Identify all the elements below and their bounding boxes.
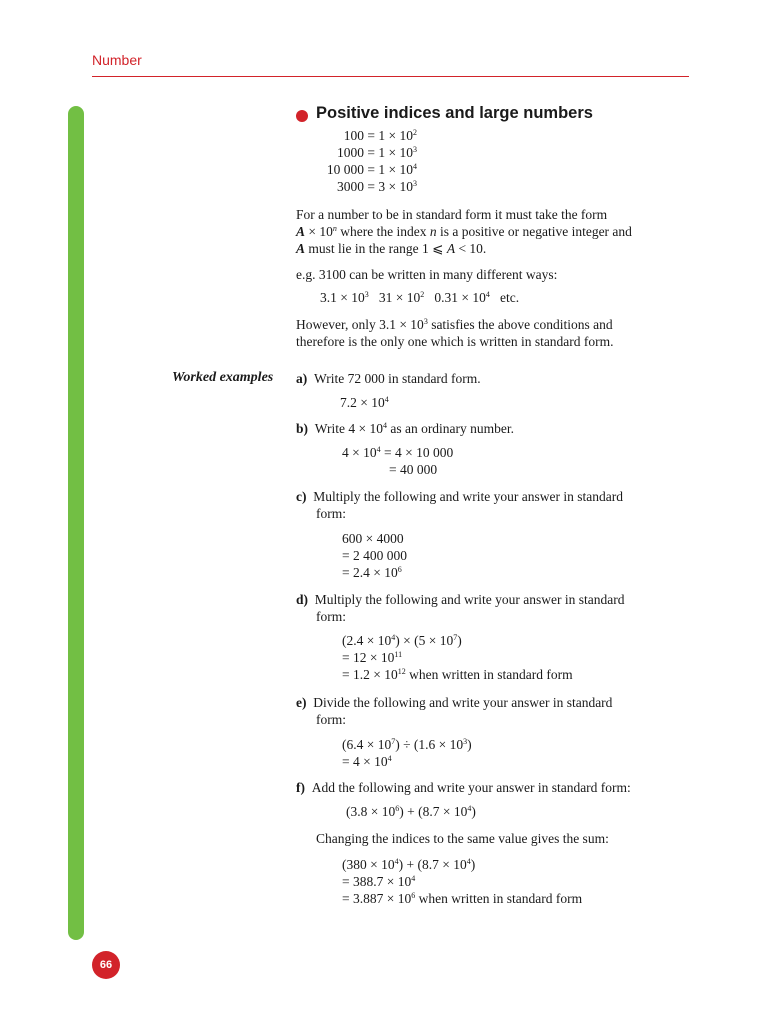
example-a-answer: $7.2 \times 10^4$ (340, 395, 389, 410)
equation-row: $1000 = 1 \times 10^3$ (337, 145, 417, 160)
example-e-working: $(6.4 \times 10^7) \div (1.6 \times 10^3)$ = $4 \times 10^4$ (342, 737, 472, 769)
equation-row: $3000 = 3 \times 10^3$ (337, 179, 417, 194)
section-title: Positive indices and large numbers (316, 104, 593, 122)
equation-list (312, 127, 417, 195)
section-bullet-icon (296, 110, 308, 122)
example-forms: $3.1 \times 10^3$ $31 \times 10^2$ $0.31 \times 10^4$ etc. (320, 290, 520, 305)
sidebar-color-bar (68, 106, 84, 940)
equation-row: $100 = 1 \times 10^2$ (343, 128, 417, 143)
conclusion-paragraph: However, only $3.1 \times 10^3$ satisfies the above conditions and therefore is the only one which is written in standard form. (296, 317, 614, 349)
example-d-question: d) Multiply the following and write your answer in standard form: (296, 592, 625, 624)
example-a-question: a) Write 72 000 in standard form. (296, 371, 481, 386)
example-c-working: 600 × 4000 = 2 400 000 = $2.4 \times 10^6$ (342, 531, 407, 580)
page-number-badge: 66 (92, 951, 120, 979)
header-rule (92, 76, 689, 77)
example-f-explanation: Changing the indices to the same value gives the sum: (316, 831, 609, 846)
equation-row: 10 $000 = 1 \times 10^4$ (326, 162, 417, 177)
example-f-expression: $(3.8 \times 10^6) + (8.7 \times 10^4)$ (346, 804, 476, 819)
example-b-working: $4 \times 10^4 = 4 \times 10$ 000 = 40 000 (342, 445, 454, 477)
example-c-question: c) Multiply the following and write your answer in standard form: (296, 489, 623, 521)
example-e-question: e) Divide the following and write your answer in standard form: (296, 695, 613, 727)
example-b-question: b) Write $4 \times 10^4$ as an ordinary number. (296, 421, 515, 436)
definition-paragraph: For a number to be in standard form it must take the form $A \times 10^n$ where the index n is a positive or negative integer and A must lie in the range 1 ⩽ A < 10. (296, 207, 632, 256)
example-d-working: $(2.4 \times 10^4) \times (5 \times 10^7)$ = $12 \times 10^{11}$ = $1.2 \times 10^{12}$ when written in standard form (342, 633, 573, 682)
example-intro: e.g. 3100 can be written in many different ways: (296, 267, 558, 282)
chapter-header: Number (92, 52, 142, 68)
example-f-question: f) Add the following and write your answer in standard form: (296, 780, 631, 795)
worked-examples-heading: Worked examples (172, 370, 274, 385)
example-f-working: $(380 \times 10^4) + (8.7 \times 10^4)$ = $388.7 \times 10^4$ = $3.887 \times 10^6$ when written in standard form (342, 857, 583, 906)
